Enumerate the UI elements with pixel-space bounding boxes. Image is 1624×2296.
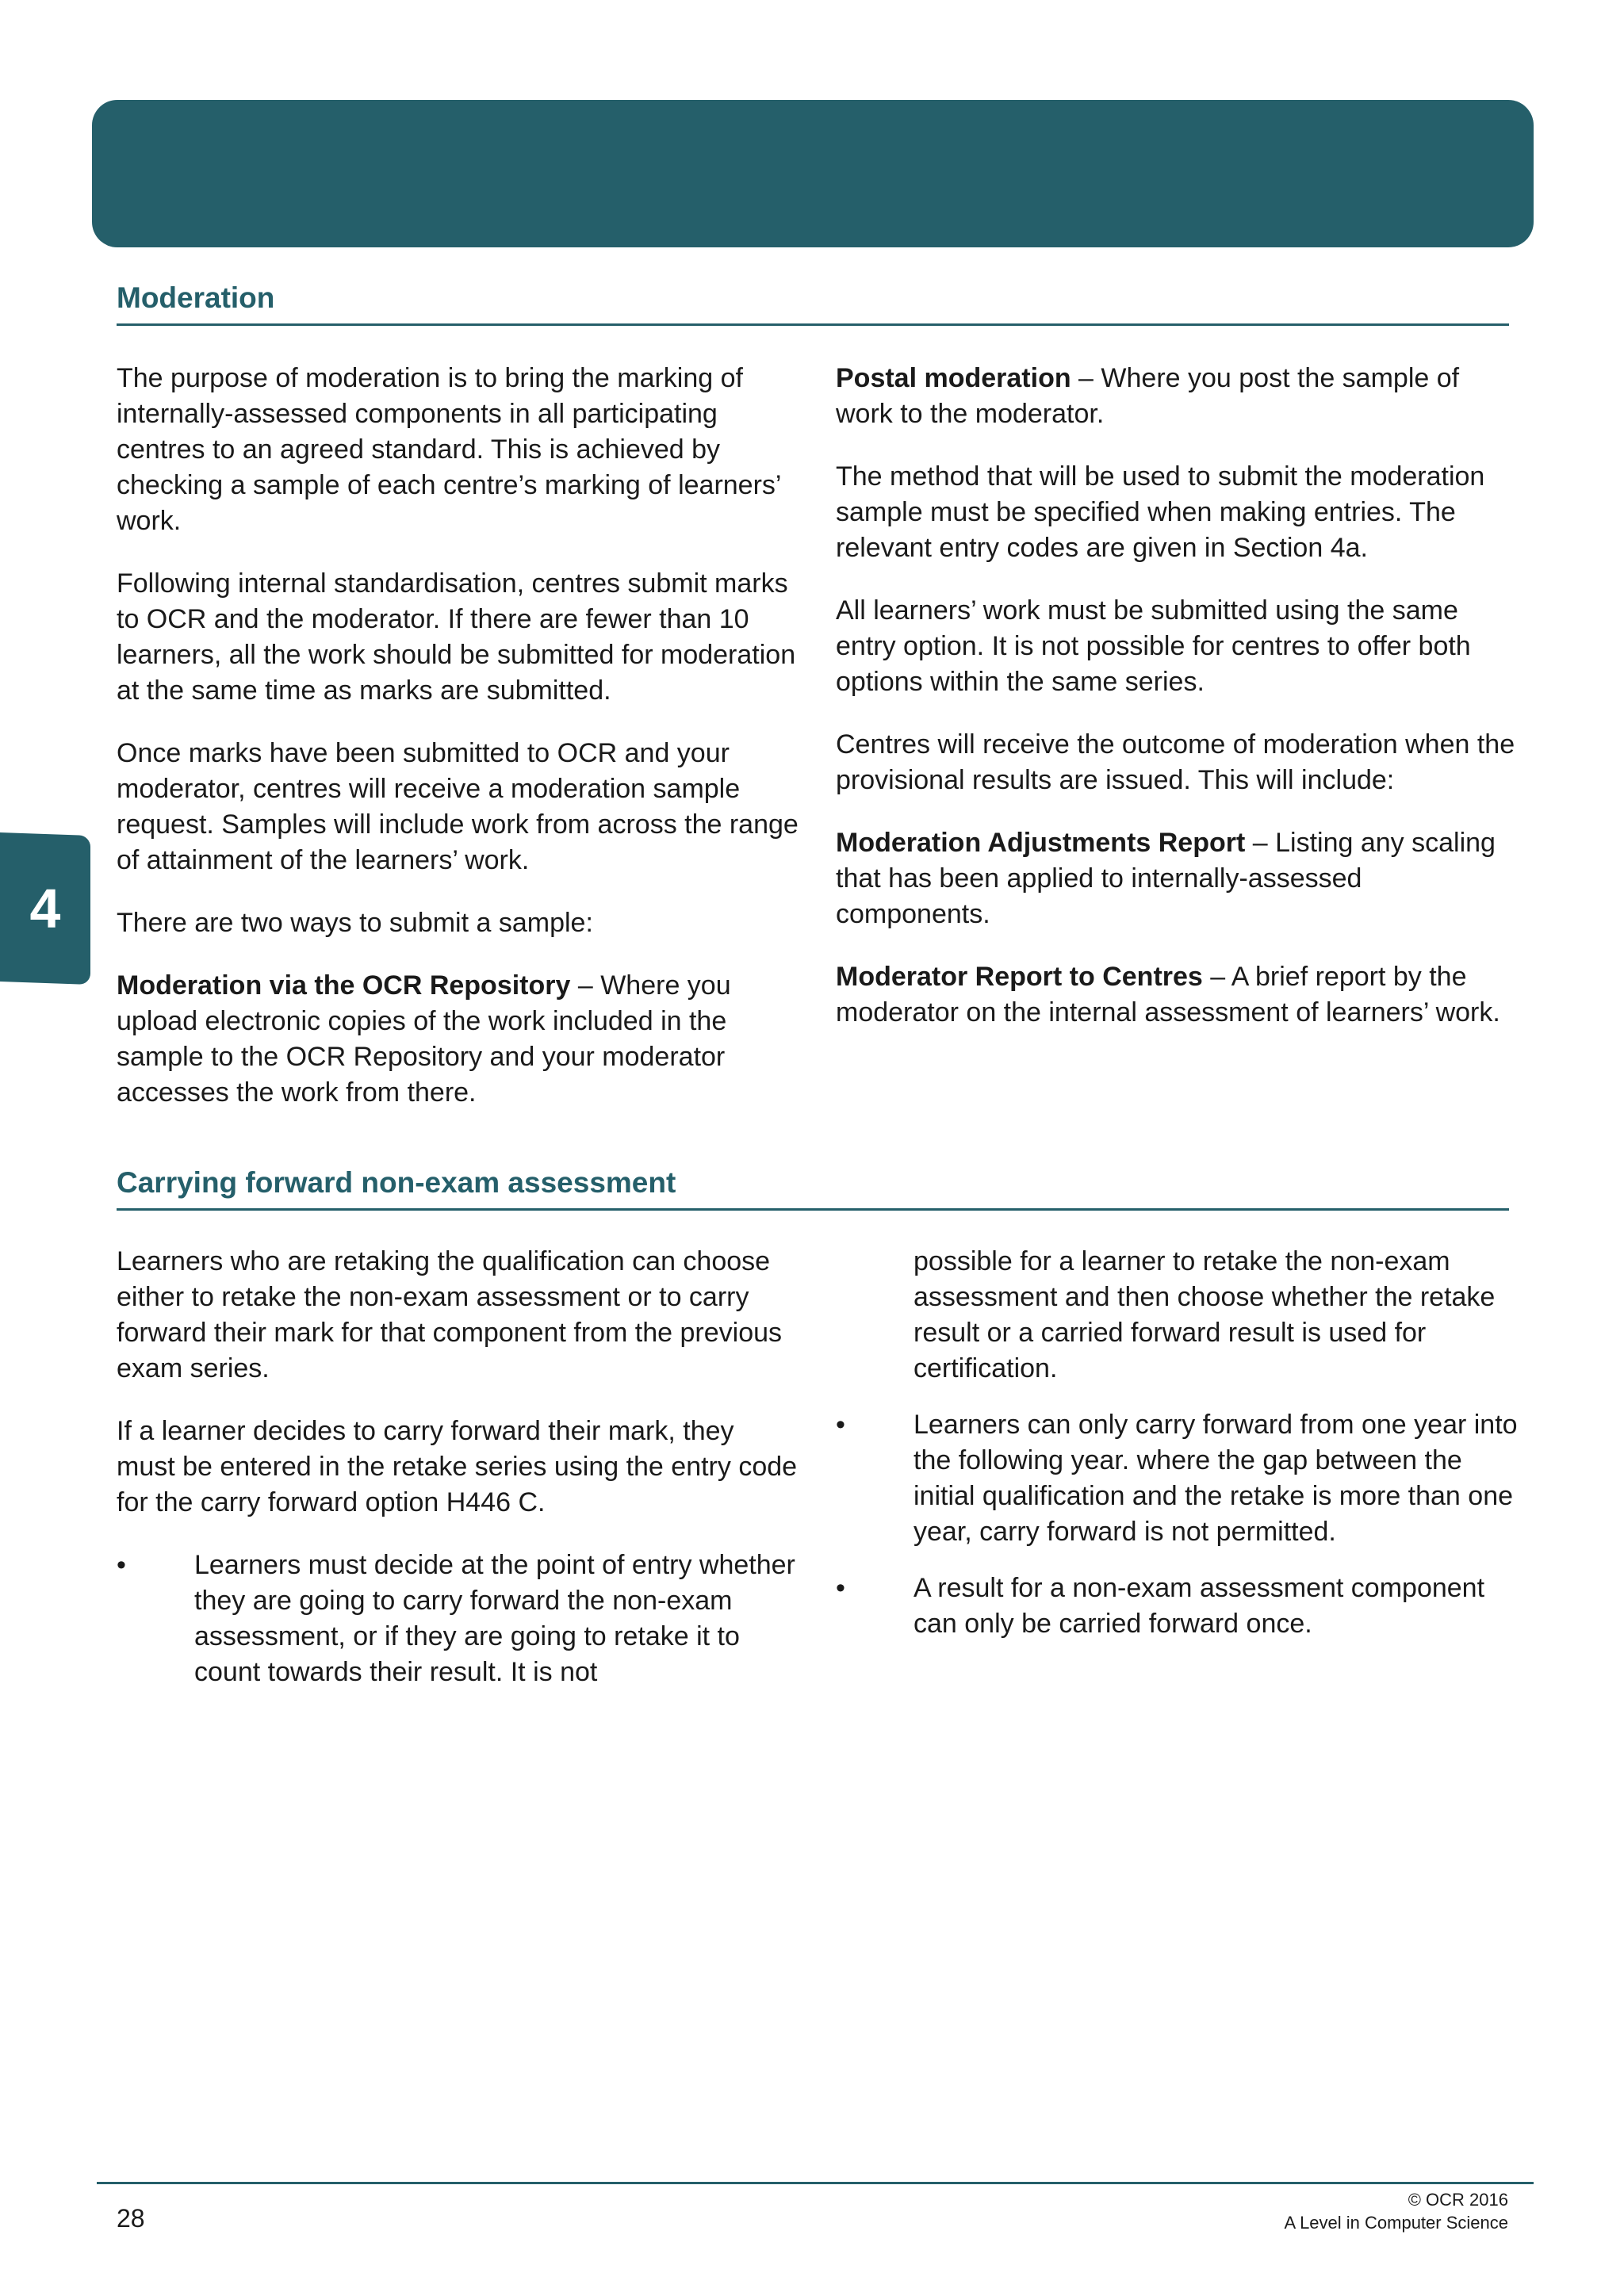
paragraph: If a learner decides to carry forward their mark, they must be entered in the retake series using the entry code for the carry forward option H446 C. [117,1416,798,1517]
bullet-item [836,1571,1518,1642]
paragraph: Following internal standardisation, centres submit marks to OCR and the moderator. If there are fewer than 10 learners, all the work should be submitted for moderation at the same time as marks are submitted. [117,568,796,706]
paragraph [836,959,1518,1031]
section-tab-number: 4 [29,878,61,939]
term-moderator-report: Moderator Report to Centres [836,962,1203,992]
paragraph: Centres will receive the outcome of moderation when the provisional results are issued. This will include: [836,729,1515,795]
paragraph: The method that will be used to submit the moderation sample must be specified when making entries. The relevant entry codes are given in Section 4a. [836,461,1485,563]
page-number: 28 [117,2204,145,2233]
moderation-right-column [836,361,1518,1058]
footer-divider [97,2182,1534,2184]
term-adjustments-report: Moderation Adjustments Report [836,828,1246,858]
bullet-item [117,1548,799,1690]
bullet-point: • [117,1550,126,1580]
moderation-left-column [117,361,799,1138]
footer-info [1285,2188,1509,2234]
bullet-text: A result for a non-exam assessment component can only be carried forward once. [914,1573,1485,1639]
term-postal-moderation: Postal moderation [836,363,1071,393]
paragraph [836,825,1518,932]
term-ocr-repository: Moderation via the OCR Repository [117,970,571,1001]
carry-forward-right-column [836,1244,1518,1663]
term-description: – Listing any scaling that has been applied to internally-assessed components. [836,828,1496,929]
carry-forward-left-column [117,1244,799,1711]
paragraph: All learners’ work must be submitted using the same entry option. It is not possible for centres to offer both options within the same series. [836,595,1471,697]
term-description: – Where you upload electronic copies of the work included in the sample to the OCR Repository and your moderator accesses the work from there. [117,970,731,1108]
paragraph: Once marks have been submitted to OCR and your moderator, centres will receive a moderation sample request. Samples will include work from across the range of attainment of the learners’ work. [117,738,799,875]
bullet-item [836,1407,1518,1550]
subject-title: A Level in Computer Science [1284,2213,1508,2233]
header-banner [92,100,1534,247]
section-heading-moderation: Moderation [117,279,1509,326]
paragraph: Learners who are retaking the qualification can choose either to retake the non-exam assessment or to carry forward their mark for that component from the previous exam series. [117,1246,783,1383]
term-description: – Where you post the sample of work to the moderator. [836,363,1460,429]
paragraph: The purpose of moderation is to bring the marking of internally-assessed components in all participating centres to an agreed standard. This is achieved by checking a sample of each centre’s marking of learners’ work. [117,363,781,536]
bullet-text: Learners can only carry forward from one year into the following year. where the gap between the initial qualification and the retake is more than one year, carry forward is not permitted. [914,1410,1518,1547]
section-heading-carry-forward: Carrying forward non-exam assessment [117,1164,1509,1211]
term-description: – A brief report by the moderator on the internal assessment of learners’ work. [836,962,1500,1027]
copyright-text: © OCR 2016 [1408,2190,1508,2210]
bullet-text: Learners must decide at the point of entry whether they are going to carry forward the non-exam assessment, or if they are going to retake it to count towards their result. It is not [194,1550,795,1687]
bullet-continuation: possible for a learner to retake the non-exam assessment and then choose whether the retake result or a carried forward result is used for certification. [914,1246,1496,1383]
paragraph: There are two ways to submit a sample: [117,908,593,938]
paragraph [117,968,799,1111]
bullet-point: • [836,1573,845,1603]
paragraph [836,361,1518,432]
bullet-point: • [836,1410,845,1440]
